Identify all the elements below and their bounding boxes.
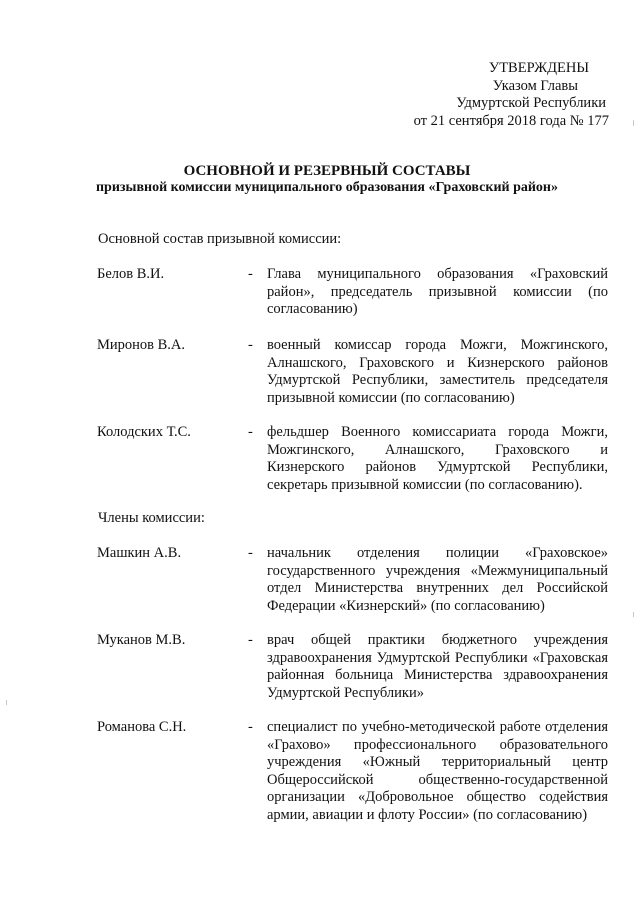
scan-edge-mark: [633, 612, 634, 617]
member-role: фельдшер Военного комиссариата города Можги, Можгинского, Алнашского, Граховского и Кизнерского районов Удмуртской Республики, секретарь призывной комиссии (по согласованию).: [267, 424, 608, 493]
approval-stamp: [414, 60, 609, 130]
document-subtitle: призывной комиссии муниципального образования «Граховский район»: [95, 180, 558, 195]
member-role: Глава муниципального образования «Граховский район», председатель призывной комиссии (по согласованию): [267, 266, 608, 317]
member-name: Колодских Т.С.: [97, 424, 191, 440]
member-name: Муканов М.В.: [97, 632, 186, 648]
member-dash: -: [248, 337, 253, 353]
approval-date-number: от 21 сентября 2018 года № 177: [413, 112, 609, 129]
member-name: Машкин А.В.: [97, 545, 182, 561]
member-role: военный комиссар города Можги, Можгинского, Алнашского, Граховского и Кизнерского районов Удмуртской Республики, заместитель председателя призывной комиссии (по согласованию): [267, 337, 608, 406]
member-name: Белов В.И.: [97, 266, 165, 282]
scan-edge-mark: [633, 120, 634, 126]
member-role: специалист по учебно-методической работе отделения «Грахово» профессионального образовательного учреждения «Южный территориальный центр Общероссийской общественно-государственной организации «Добровольное общество содействия армии, авиации и флоту России» (по согласованию): [267, 719, 608, 823]
document-title: ОСНОВНОЙ И РЕЗЕРВНЫЙ СОСТАВЫ: [183, 163, 471, 179]
section-main-composition: Основной состав призывной комиссии:: [98, 231, 342, 247]
member-role: врач общей практики бюджетного учреждения здравоохранения Удмуртской Республики «Граховская районная больница Министерства здравоохранения Удмуртской Республики»: [267, 632, 608, 701]
approval-heading: УТВЕРЖДЕНЫ: [488, 60, 589, 76]
member-dash: -: [248, 424, 253, 440]
scan-edge-mark: [6, 700, 7, 705]
member-role: начальник отделения полиции «Граховское» государственного учреждения «Межмуниципальный отдел Министерства внутренних дел Российской Федерации «Кизнерский» (по согласованию): [267, 545, 608, 614]
section-commission-members: Члены комиссии:: [98, 510, 205, 526]
member-dash: -: [248, 632, 253, 648]
approval-republic: Удмуртской Республики: [456, 95, 606, 111]
member-dash: -: [248, 719, 253, 735]
member-dash: -: [248, 266, 253, 282]
member-name: Романова С.Н.: [97, 719, 187, 735]
approval-issuer: Указом Главы: [492, 77, 578, 94]
member-dash: -: [248, 545, 253, 561]
member-name: Миронов В.А.: [97, 337, 186, 353]
